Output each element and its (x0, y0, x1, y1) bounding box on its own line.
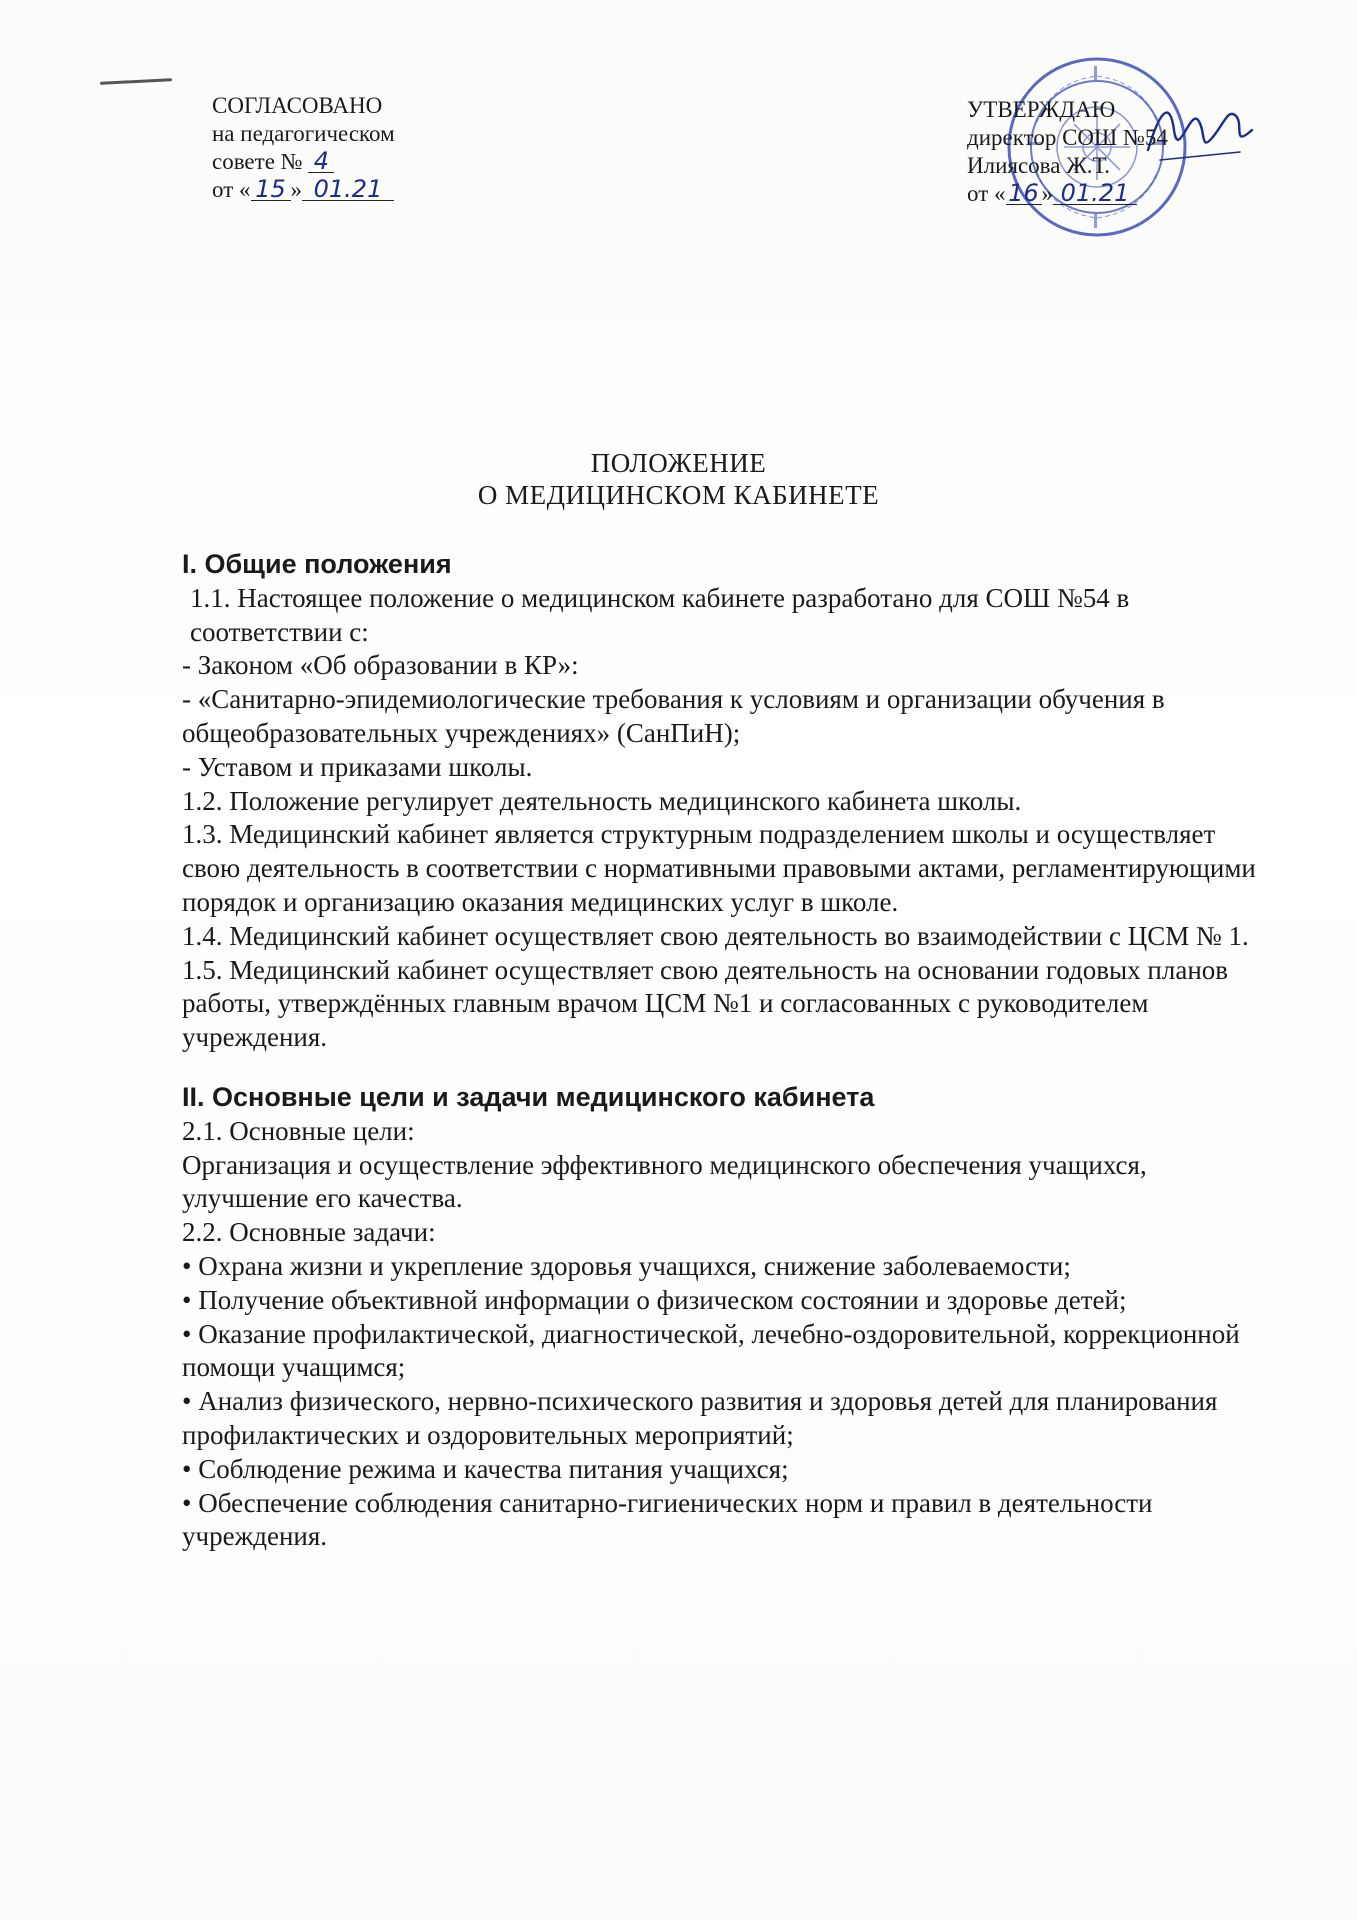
approved-date-prefix: от « (967, 181, 1006, 206)
task-item: • Анализ физического, нервно-психического развития и здоровья детей для планирования профилактических и оздоровительных мероприятий; (182, 1386, 1218, 1450)
agreed-block (212, 92, 632, 204)
agreed-date-month-year: 01.21 (302, 178, 394, 201)
document-title-line-2: О МЕДИЦИНСКОМ КАБИНЕТЕ (477, 480, 880, 510)
document-title-line-1: ПОЛОЖЕНИЕ (590, 448, 767, 478)
clause-1-5: 1.5. Медицинский кабинет осуществляет свою деятельность на основании годовых планов работы, утверждённых главным врачом ЦСМ №1 и согласованных с руководителем учреждения. (182, 954, 1229, 1053)
approved-title: УТВЕРЖДАЮ (967, 97, 1116, 122)
clause-1-2: 1.2. Положение регулирует деятельность медицинского кабинета школы. (182, 785, 1022, 816)
council-number-handwritten: 4 (308, 150, 334, 173)
task-item: • Соблюдение режима и качества питания учащихся; (182, 1453, 789, 1484)
section-2-heading: II. Основные цели и задачи медицинского кабинета (182, 1081, 875, 1112)
approved-date-month-year: 01.21 (1053, 182, 1137, 205)
approved-date-line (967, 180, 1267, 208)
approved-name: Илиясова Ж.Т. (967, 153, 1111, 178)
task-item: • Получение объективной информации о физическом состоянии и здоровье детей; (182, 1284, 1127, 1315)
task-item: • Охрана жизни и укрепление здоровья учащихся, снижение заболеваемости; (182, 1250, 1071, 1281)
document-body (182, 548, 1262, 1554)
agreed-date-prefix: от « (212, 177, 251, 202)
goals-text: Организация и осуществление эффективного медицинского обеспечения учащихся, улучшение его качества. (182, 1149, 1147, 1214)
approved-position: директор СОШ №54 (967, 125, 1168, 150)
approved-block (967, 96, 1267, 208)
task-item: • Обеспечение соблюдения санитарно-гигиенических норм и правил в деятельности учреждения. (182, 1487, 1153, 1552)
approved-date-quote: » (1041, 181, 1053, 206)
goals-label: 2.1. Основные цели: (182, 1115, 415, 1146)
clause-1-4: 1.4. Медицинский кабинет осуществляет свою деятельность во взаимодействии с ЦСМ № 1. (182, 920, 1249, 951)
clause-1-3: 1.3. Медицинский кабинет является структурным подразделением школы и осуществляет свою деятельность в соответствии с нормативными правовыми актами, регламентирующими порядок и организацию оказания медицинских услуг в школе. (182, 819, 1256, 917)
section-1-heading: I. Общие положения (182, 549, 452, 579)
approved-date-day: 16 (1006, 182, 1042, 205)
task-item: • Оказание профилактической, диагностической, лечебно-оздоровительной, коррекционной помощи учащимся; (182, 1318, 1240, 1383)
list-item: - Уставом и приказами школы. (182, 751, 533, 782)
agreed-council-line (212, 148, 632, 176)
agreed-date-line (212, 176, 632, 204)
scan-edge-mark (100, 78, 172, 85)
agreed-title: СОГЛАСОВАНО (212, 93, 383, 118)
council-prefix: совете № (212, 149, 303, 174)
list-item: - Законом «Об образовании в КР»: (182, 650, 579, 681)
list-item: - «Санитарно-эпидемиологические требования к условиям и организации обучения в общеобразовательных учреждениях» (СанПиН); (182, 684, 1165, 748)
tasks-label: 2.2. Основные задачи: (182, 1217, 436, 1248)
agreed-date-day: 15 (251, 178, 291, 201)
clause-1-1: 1.1. Настоящее положение о медицинском кабинете разработано для СОШ №54 в соответствии с: (190, 582, 1130, 647)
agreed-line-2: на педагогическом (212, 121, 395, 146)
agreed-date-quote: » (290, 177, 302, 202)
